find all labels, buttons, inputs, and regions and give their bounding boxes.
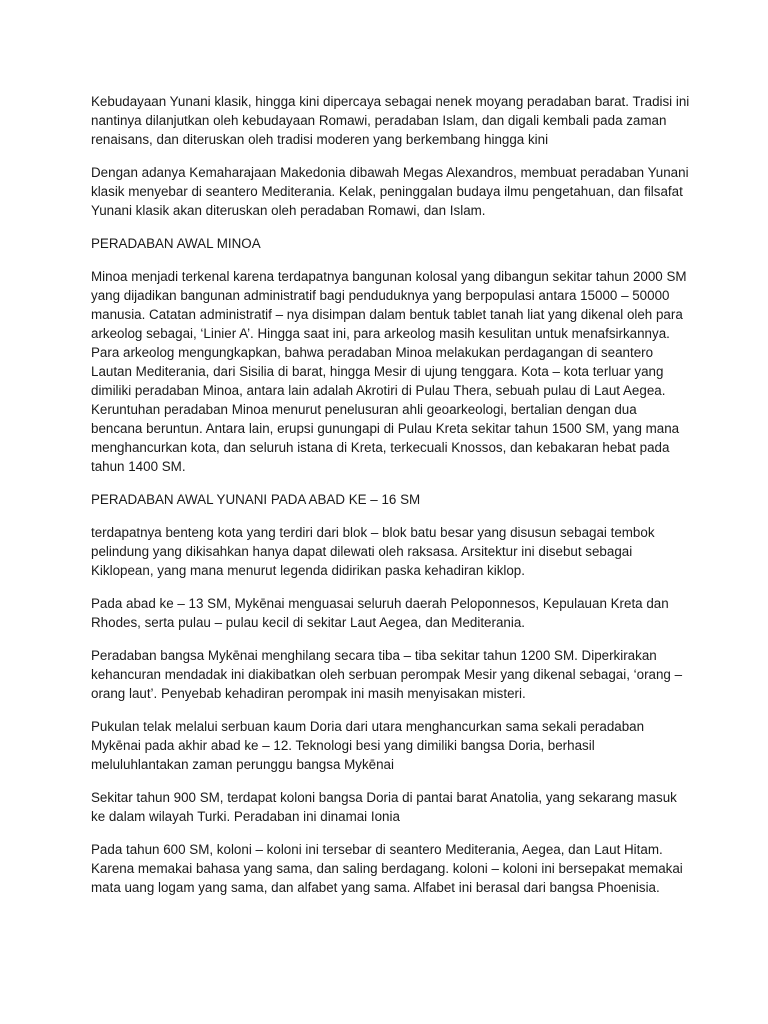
heading-minoa: PERADABAN AWAL MINOA — [91, 236, 261, 251]
paragraph-kiklopean: terdapatnya benteng kota yang terdiri dari blok – blok batu besar yang disusun sebagai tembok pelindung yang dikisahkan hanya dapat dilewati oleh raksasa. Arsitektur ini disebut sebagai Kiklopean, yang mana menurut legenda didirikan paska kehadiran kiklop. — [91, 525, 655, 578]
paragraph-doria: Pukulan telak melalui serbuan kaum Doria dari utara menghancurkan sama sekali peradaban Mykēnai pada akhir abad ke – 12. Teknologi besi yang dimiliki bangsa Doria, berhasil meluluhlantakan zaman perunggu bangsa Mykēnai — [91, 719, 645, 772]
paragraph-mykenai-hilang: Peradaban bangsa Mykēnai menghilang secara tiba – tiba sekitar tahun 1200 SM. Diperkirakan kehancuran mendadak ini diakibatkan oleh serbuan perompak Mesir yang dikenal sebagai, ‘orang – orang laut’. Penyebab kehadiran perompak ini masih menyisakan misteri. — [91, 648, 683, 701]
heading-yunani-abad-16: PERADABAN AWAL YUNANI PADA ABAD KE – 16 SM — [91, 492, 421, 507]
paragraph-minoa: Minoa menjadi terkenal karena terdapatnya bangunan kolosal yang dibangun sekitar tahun 2000 SM yang dijadikan bangunan administratif bagi penduduknya yang berpopulasi antara 15000 – 50000 manusia. Catatan administratif – nya disimpan dalam bentuk tablet tanah liat yang dikenal oleh para arkeolog sebagai, ‘Linier A’. Hingga saat ini, para arkeolog masih kesulitan untuk menafsirkannya. Para arkeolog mengungkapkan, bahwa peradaban Minoa melakukan perdagangan di seantero Lautan Mediterania, dari Sisilia di barat, hingga Mesir di ujung tenggara. Kota – kota terluar yang dimiliki peradaban Minoa, antara lain adalah Akrotiri di Pulau Thera, sebuah pulau di Laut Aegea. Keruntuhan peradaban Minoa menurut penelusuran ahli geoarkeologi, bertalian dengan dua bencana beruntun. Antara lain, erupsi gunungapi di Pulau Kreta sekitar tahun 1500 SM, yang mana menghancurkan kota, dan seluruh istana di Kreta, terkecuali Knossos, dan kebakaran hebat pada tahun 1400 SM. — [91, 269, 687, 474]
paragraph-ionia: Sekitar tahun 900 SM, terdapat koloni bangsa Doria di pantai barat Anatolia, yang sekarang masuk ke dalam wilayah Turki. Peradaban ini dinamai Ionia — [91, 790, 677, 824]
paragraph-macedonia: Dengan adanya Kemaharajaan Makedonia dibawah Megas Alexandros, membuat peradaban Yunani klasik menyebar di seantero Mediterania. Kelak, peninggalan budaya ilmu pengetahuan, dan filsafat Yunani klasik akan diteruskan oleh peradaban Romawi, dan Islam. — [91, 165, 689, 218]
document-page — [91, 92, 691, 911]
paragraph-mykenai-abad-13: Pada abad ke – 13 SM, Mykēnai menguasai seluruh daerah Peloponnesos, Kepulauan Kreta dan Rhodes, serta pulau – pulau kecil di sekitar Laut Aegea, dan Mediterania. — [91, 596, 669, 630]
paragraph-intro: Kebudayaan Yunani klasik, hingga kini dipercaya sebagai nenek moyang peradaban barat. Tradisi ini nantinya dilanjutkan oleh kebudayaan Romawi, peradaban Islam, dan digali kembali pada zaman renaisans, dan diteruskan oleh tradisi moderen yang berkembang hingga kini — [91, 94, 690, 147]
paragraph-koloni: Pada tahun 600 SM, koloni – koloni ini tersebar di seantero Mediterania, Aegea, dan Laut Hitam. Karena memakai bahasa yang sama, dan saling berdagang. koloni – koloni ini bersepakat memakai mata uang logam yang sama, dan alfabet yang sama. Alfabet ini berasal dari bangsa Phoenisia. — [91, 842, 683, 895]
